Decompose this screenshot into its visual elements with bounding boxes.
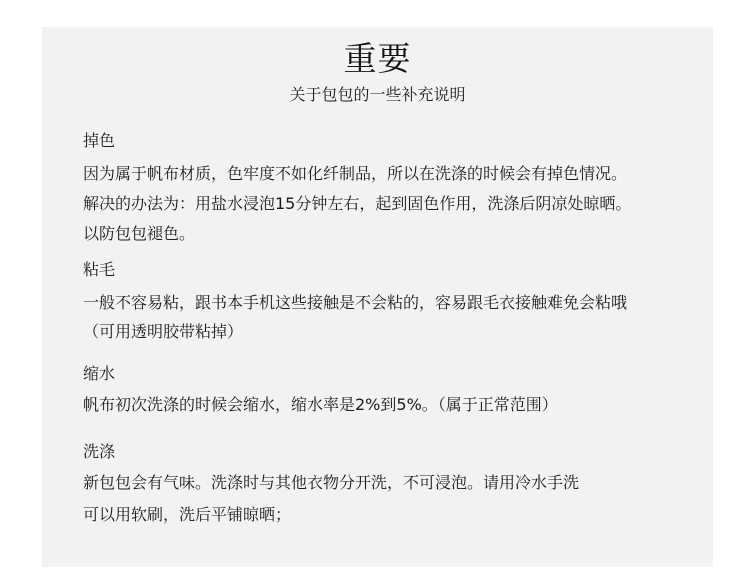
section-line: 以防包包褪色。 — [83, 224, 196, 243]
section-heading-shrinkage: 缩水 — [83, 364, 116, 383]
section-line: 帆布初次洗涤的时候会缩水，缩水率是2%到5%。（属于正常范围） — [83, 395, 558, 414]
section-line: 一般不容易粘，跟书本手机这些接触是不会粘的，容易跟毛衣接触难免会粘哦 — [83, 293, 628, 312]
info-card — [42, 27, 713, 567]
section-line: 因为属于帆布材质，色牢度不如化纤制品，所以在洗涤的时候会有掉色情况。 — [83, 164, 628, 183]
section-line: 可以用软刷，洗后平铺晾晒； — [83, 505, 292, 524]
section-line: 新包包会有气味。洗涤时与其他衣物分开洗，不可浸泡。请用冷水手洗 — [83, 473, 580, 492]
section-heading-lint: 粘毛 — [83, 260, 116, 279]
section-heading-washing: 洗涤 — [83, 442, 116, 461]
section-heading-color-fading: 掉色 — [83, 131, 116, 150]
section-line: （可用透明胶带粘掉） — [83, 322, 244, 341]
section-line: 解决的办法为：用盐水浸泡15分钟左右，起到固色作用，洗涤后阴凉处晾晒。 — [83, 194, 632, 213]
page-subtitle: 关于包包的一些补充说明 — [289, 85, 466, 104]
page-title: 重要 — [343, 39, 412, 78]
